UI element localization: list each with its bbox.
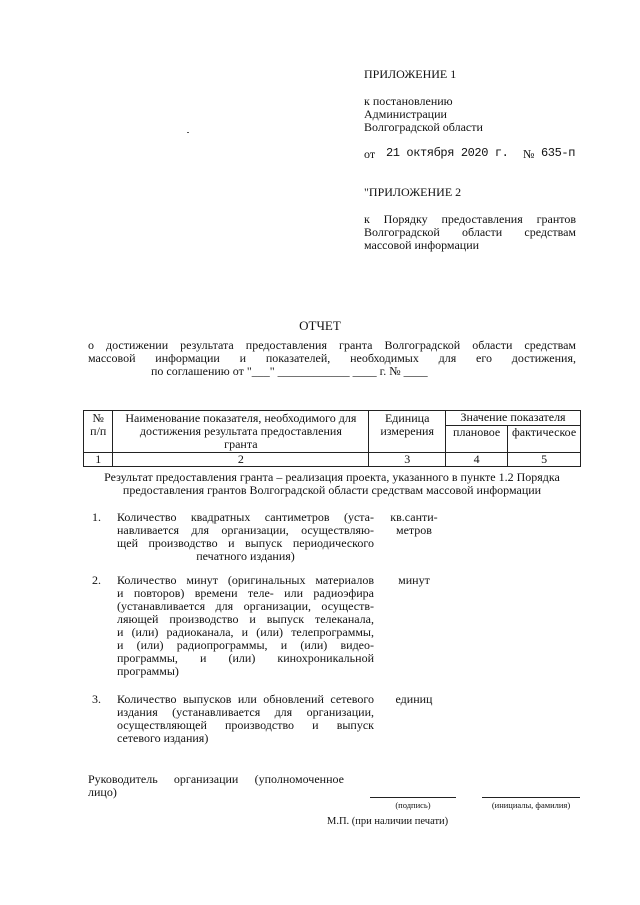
header-value: Значение показателя — [446, 411, 581, 426]
number-value: 635-п — [541, 146, 576, 160]
item-number-1: 1. — [92, 510, 101, 524]
item-2-line-1: Количество минут (оригинальных материалов — [117, 573, 374, 587]
index-cell-5: 5 — [508, 453, 581, 467]
index-cell-1: 1 — [84, 453, 113, 467]
item-1-line-2: навливается для организации, осуществляю- — [117, 523, 374, 537]
header-num: № п/п — [84, 411, 113, 453]
item-number-2: 2. — [92, 573, 101, 587]
item-2-line-4: ляющей производство и выпуск телеканала, — [117, 612, 374, 626]
header-name: Наименование показателя, необходимого для достижения результата предоставления гранта — [113, 411, 369, 453]
report-subtitle-line-2: массовой информации и показателей, необходимых для его достижения, — [88, 351, 576, 365]
item-2-line-2: и повторов) времени теле- или радиоэфира — [117, 586, 374, 600]
item-2-line-6: и (или) радиопрограммы, и (или) видео- — [117, 638, 374, 652]
resolution-line-2: Администрации — [364, 107, 447, 121]
index-cell-2: 2 — [113, 453, 369, 467]
signature-line — [370, 797, 456, 798]
item-1-line-3: щей производство и выпуск периодического — [117, 536, 374, 550]
item-3-unit: единиц — [395, 692, 433, 706]
resolution-line-3: Волгоградской области — [364, 120, 483, 134]
appendix1-title: ПРИЛОЖЕНИЕ 1 — [364, 67, 457, 81]
number-prefix: № — [523, 147, 535, 161]
initials-caption: (инициалы, фамилия) — [491, 800, 571, 810]
procedure-line-3: массовой информации — [364, 238, 480, 252]
item-2-line-5: и (или) радиоканала, и (или) телепрограммы, — [117, 625, 374, 639]
result-text-line-2: предоставления грантов Волгоградской области средствам массовой информации — [122, 483, 542, 497]
head-line-2: лицо) — [88, 785, 117, 799]
report-title: ОТЧЕТ — [299, 318, 341, 333]
index-cell-4: 4 — [446, 453, 508, 467]
item-3-line-4: сетевого издания) — [117, 731, 209, 745]
item-2-unit: минут — [398, 573, 430, 587]
item-2-line-3: (устанавливается для организации, осуществ- — [117, 599, 374, 613]
header-actual: фактическое — [508, 425, 581, 452]
item-1-unit-line-2: метров — [396, 523, 432, 537]
appendix2-title: "ПРИЛОЖЕНИЕ 2 — [364, 185, 462, 199]
item-number-3: 3. — [92, 692, 101, 706]
report-subtitle-line-3: по соглашению от "___" ____________ ____ г. № ____ — [151, 364, 428, 378]
initials-line — [482, 797, 580, 798]
date-value: 21 октября 2020 г. — [386, 146, 509, 160]
item-2-line-8: программы) — [117, 664, 179, 678]
result-text-line-1: Результат предоставления гранта – реализация проекта, указанного в пункте 1.2 Порядка — [104, 470, 560, 484]
item-1-unit-line-1: кв.санти- — [390, 510, 438, 524]
item-3-line-1: Количество выпусков или обновлений сетевого — [117, 692, 374, 706]
item-3-line-2: издания (устанавливается для организации, — [117, 705, 374, 719]
header-planned: плановое — [446, 425, 508, 452]
item-2-line-7: программы, и (или) кинохроникальной — [117, 651, 374, 665]
resolution-line-1: к постановлению — [364, 94, 453, 108]
report-subtitle-line-1: о достижении результата предоставления гранта Волгоградской области средствам — [88, 338, 576, 352]
signature-caption: (подпись) — [395, 800, 431, 810]
scan-speck — [187, 132, 189, 133]
item-1-line-1: Количество квадратных сантиметров (уста- — [117, 510, 374, 524]
indicator-table — [83, 410, 581, 467]
date-prefix: от — [364, 147, 376, 161]
stamp-caption: М.П. (при наличии печати) — [327, 816, 449, 827]
procedure-line-1: к Порядку предоставления грантов — [364, 212, 576, 226]
header-unit: Единица измерения — [369, 411, 446, 453]
item-3-line-3: осуществляющей производство и выпуск — [117, 718, 374, 732]
head-line-1: Руководитель организации (уполномоченное — [88, 772, 344, 786]
item-1-line-4: печатного издания) — [196, 549, 295, 563]
procedure-line-2: Волгоградской области средствам — [364, 225, 576, 239]
index-cell-3: 3 — [369, 453, 446, 467]
